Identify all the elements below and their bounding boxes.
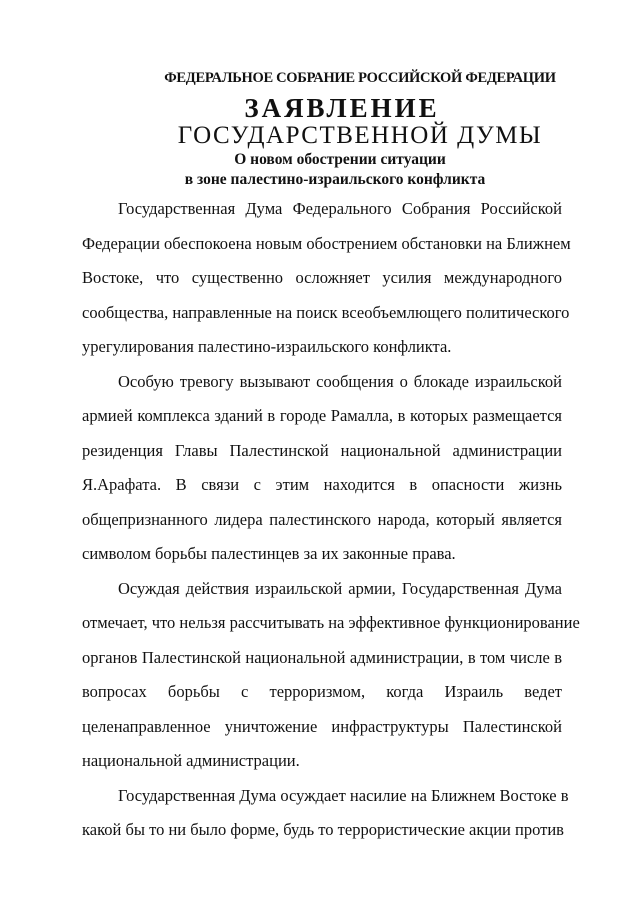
body-line: символом борьбы палестинцев за их законные права.	[82, 544, 456, 563]
document-type-title: ЗАЯВЛЕНИЕ	[244, 93, 440, 123]
body-line: вопросах борьбы с терроризмом, когда Израиль ведет	[82, 682, 562, 701]
body-line: армией комплекса зданий в городе Рамалла, в которых размещается	[82, 406, 562, 425]
body-line: резиденция Главы Палестинской национальной администрации	[82, 441, 562, 460]
body-line: общепризнанного лидера палестинского народа, который является	[82, 510, 562, 529]
body-line: Государственная Дума осуждает насилие на Ближнем Востоке в	[118, 786, 569, 805]
document-subject	[0, 150, 640, 190]
body-line: органов Палестинской национальной администрации, в том числе в	[82, 648, 562, 667]
body-line: Федерации обеспокоена новым обострением обстановки на Ближнем	[82, 234, 571, 253]
body-line: Особую тревогу вызывают сообщения о блокаде израильской	[118, 372, 562, 391]
organization-heading: ФЕДЕРАЛЬНОЕ СОБРАНИЕ РОССИЙСКОЙ ФЕДЕРАЦИИ	[164, 70, 556, 86]
body-line: целенаправленное уничтожение инфраструктуры Палестинской	[82, 717, 562, 736]
body-line: Я.Арафата. В связи с этим находится в опасности жизнь	[82, 475, 562, 494]
body-line: урегулирования палестино-израильского конфликта.	[82, 337, 452, 356]
body-line: Осуждая действия израильской армии, Государственная Дума	[118, 579, 562, 598]
body-line: отмечает, что нельзя рассчитывать на эффективное функционирование	[82, 613, 580, 632]
body-line: национальной администрации.	[82, 751, 300, 770]
subject-line: О новом обострении ситуации	[234, 151, 446, 168]
body-line: Государственная Дума Федерального Собрания Российской	[118, 199, 562, 218]
body-line: сообщества, направленные на поиск всеобъемлющего политического	[82, 303, 570, 322]
body-line: Востоке, что существенно осложняет усилия международного	[82, 268, 562, 287]
subject-line: в зоне палестино-израильского конфликта	[184, 171, 486, 188]
body-line: какой бы то ни было форме, будь то террористические акции против	[82, 820, 564, 839]
issuer-title: ГОСУДАРСТВЕННОЙ ДУМЫ	[177, 122, 543, 149]
